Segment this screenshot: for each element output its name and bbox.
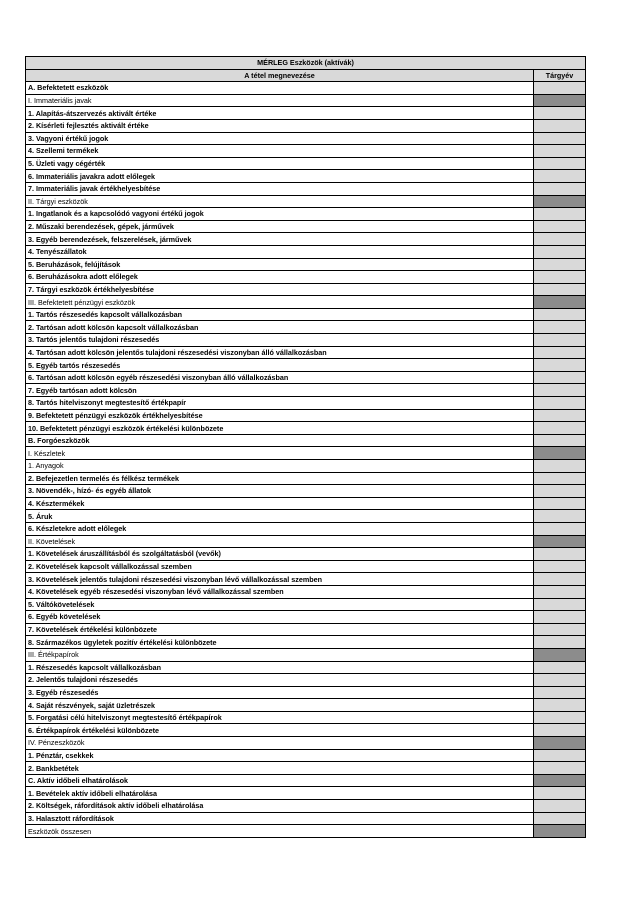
row-value-cell[interactable]	[534, 119, 586, 132]
row-label: 3. Halasztott ráfordítások	[26, 812, 534, 825]
table-row	[26, 611, 586, 624]
row-label: 4. Késztermékek	[26, 497, 534, 510]
row-value-cell[interactable]	[534, 157, 586, 170]
table-body	[26, 57, 586, 838]
table-row	[26, 749, 586, 762]
row-label: 2. Kísérleti fejlesztés aktivált értéke	[26, 119, 534, 132]
row-label: 5. Üzleti vagy cégérték	[26, 157, 534, 170]
row-value-cell[interactable]	[534, 598, 586, 611]
row-value-cell[interactable]	[534, 94, 586, 107]
row-value-cell[interactable]	[534, 195, 586, 208]
table-row	[26, 208, 586, 221]
sheet-title: MÉRLEG Eszközök (aktívák)	[26, 57, 586, 70]
row-label: 8. Tartós hitelviszonyt megtestesítő értékpapír	[26, 397, 534, 410]
row-label: 2. Tartósan adott kölcsön kapcsolt vállalkozásban	[26, 321, 534, 334]
row-value-cell[interactable]	[534, 182, 586, 195]
row-value-cell[interactable]	[534, 384, 586, 397]
row-value-cell[interactable]	[534, 699, 586, 712]
table-row	[26, 560, 586, 573]
table-row	[26, 371, 586, 384]
row-label: II. Tárgyi eszközök	[26, 195, 534, 208]
row-label: 3. Tartós jelentős tulajdoni részesedés	[26, 334, 534, 347]
column-header-row	[26, 69, 586, 82]
row-label: 6. Értékpapírok értékelési különbözete	[26, 724, 534, 737]
row-label: 1. Bevételek aktív időbeli elhatárolása	[26, 787, 534, 800]
row-value-cell[interactable]	[534, 472, 586, 485]
row-label: 2. Jelentős tulajdoni részesedés	[26, 674, 534, 687]
table-row	[26, 397, 586, 410]
row-value-cell[interactable]	[534, 346, 586, 359]
table-row	[26, 170, 586, 183]
row-label: 7. Követelések értékelési különbözete	[26, 623, 534, 636]
balance-sheet-assets-table	[25, 56, 586, 838]
table-row	[26, 245, 586, 258]
row-value-cell[interactable]	[534, 485, 586, 498]
table-row	[26, 585, 586, 598]
row-label: 3. Követelések jelentős tulajdoni részesedési viszonyban lévő vállalkozással szemben	[26, 573, 534, 586]
row-label: 2. Követelések kapcsolt vállalkozással szemben	[26, 560, 534, 573]
row-value-cell[interactable]	[534, 170, 586, 183]
table-row	[26, 233, 586, 246]
row-label: 6. Beruházásokra adott előlegek	[26, 271, 534, 284]
table-row	[26, 548, 586, 561]
table-row	[26, 460, 586, 473]
table-row	[26, 636, 586, 649]
row-label: IV. Pénzeszközök	[26, 737, 534, 750]
row-label: II. Követelések	[26, 535, 534, 548]
row-label: 4. Saját részvények, saját üzletrészek	[26, 699, 534, 712]
table-row	[26, 296, 586, 309]
table-row	[26, 334, 586, 347]
row-value-cell[interactable]	[534, 359, 586, 372]
row-label: 4. Tartósan adott kölcsön jelentős tulajdoni részesedési viszonyban álló vállalkozásban	[26, 346, 534, 359]
row-value-cell[interactable]	[534, 611, 586, 624]
row-label: 7. Tárgyi eszközök értékhelyesbítése	[26, 283, 534, 296]
row-value-cell[interactable]	[534, 774, 586, 787]
row-label: 1. Tartós részesedés kapcsolt vállalkozásban	[26, 308, 534, 321]
row-value-cell[interactable]	[534, 245, 586, 258]
row-label: 5. Váltókövetelések	[26, 598, 534, 611]
table-row	[26, 182, 586, 195]
row-label: 6. Egyéb követelések	[26, 611, 534, 624]
title-row	[26, 57, 586, 70]
table-row	[26, 674, 586, 687]
row-value-cell[interactable]	[534, 548, 586, 561]
row-value-cell[interactable]	[534, 434, 586, 447]
row-value-cell[interactable]	[534, 560, 586, 573]
table-row	[26, 447, 586, 460]
table-row	[26, 623, 586, 636]
row-label: 6. Tartósan adott kölcsön egyéb részesedési viszonyban álló vállalkozásban	[26, 371, 534, 384]
row-value-cell[interactable]	[534, 522, 586, 535]
table-row	[26, 686, 586, 699]
row-value-cell[interactable]	[534, 686, 586, 699]
row-label: 4. Tenyészállatok	[26, 245, 534, 258]
table-row	[26, 119, 586, 132]
table-row	[26, 283, 586, 296]
row-value-cell[interactable]	[534, 258, 586, 271]
table-row	[26, 774, 586, 787]
table-row	[26, 384, 586, 397]
table-row	[26, 157, 586, 170]
row-value-cell[interactable]	[534, 787, 586, 800]
row-value-cell[interactable]	[534, 762, 586, 775]
table-row	[26, 82, 586, 95]
table-row	[26, 145, 586, 158]
row-label: 2. Költségek, ráfordítások aktív időbeli elhatárolása	[26, 800, 534, 813]
table-row	[26, 661, 586, 674]
row-label: 7. Immateriális javak értékhelyesbítése	[26, 182, 534, 195]
row-value-cell[interactable]	[534, 132, 586, 145]
row-label: 1. Anyagok	[26, 460, 534, 473]
row-value-cell[interactable]	[534, 497, 586, 510]
table-row	[26, 220, 586, 233]
row-value-cell[interactable]	[534, 208, 586, 221]
row-label: 4. Szellemi termékek	[26, 145, 534, 158]
row-label: 1. Részesedés kapcsolt vállalkozásban	[26, 661, 534, 674]
table-row	[26, 422, 586, 435]
row-value-cell[interactable]	[534, 460, 586, 473]
table-row	[26, 497, 586, 510]
table-row	[26, 535, 586, 548]
row-value-cell[interactable]	[534, 233, 586, 246]
row-value-cell[interactable]	[534, 812, 586, 825]
row-label: 8. Származékos ügyletek pozitív értékelési különbözete	[26, 636, 534, 649]
table-row	[26, 787, 586, 800]
row-label: Eszközök összesen	[26, 825, 534, 838]
row-value-cell[interactable]	[534, 447, 586, 460]
row-label: 7. Egyéb tartósan adott kölcsön	[26, 384, 534, 397]
table-row	[26, 485, 586, 498]
table-row	[26, 800, 586, 813]
row-value-cell[interactable]	[534, 296, 586, 309]
row-value-cell[interactable]	[534, 661, 586, 674]
row-label: 2. Bankbetétek	[26, 762, 534, 775]
row-label: 9. Befektetett pénzügyi eszközök értékhelyesbítése	[26, 409, 534, 422]
table-row	[26, 812, 586, 825]
row-label: I. Készletek	[26, 447, 534, 460]
row-value-cell[interactable]	[534, 145, 586, 158]
table-row	[26, 346, 586, 359]
row-value-cell[interactable]	[534, 648, 586, 661]
row-value-cell[interactable]	[534, 825, 586, 838]
row-value-cell[interactable]	[534, 334, 586, 347]
row-label: 6. Immateriális javakra adott előlegek	[26, 170, 534, 183]
table-row	[26, 573, 586, 586]
row-value-cell[interactable]	[534, 674, 586, 687]
row-label: 2. Befejezetlen termelés és félkész termékek	[26, 472, 534, 485]
row-label: A. Befektetett eszközök	[26, 82, 534, 95]
row-label: 3. Vagyoni értékű jogok	[26, 132, 534, 145]
row-value-cell[interactable]	[534, 573, 586, 586]
row-value-cell[interactable]	[534, 82, 586, 95]
row-label: 1. Követelések áruszállításból és szolgáltatásból (vevők)	[26, 548, 534, 561]
table-row	[26, 434, 586, 447]
table-row	[26, 522, 586, 535]
table-row	[26, 132, 586, 145]
table-row	[26, 737, 586, 750]
row-label: 5. Egyéb tartós részesedés	[26, 359, 534, 372]
row-value-cell[interactable]	[534, 283, 586, 296]
row-label: 5. Forgatási célú hitelviszonyt megtestesítő értékpapírok	[26, 711, 534, 724]
row-value-cell[interactable]	[534, 371, 586, 384]
row-value-cell[interactable]	[534, 800, 586, 813]
row-value-cell[interactable]	[534, 535, 586, 548]
table-row	[26, 94, 586, 107]
row-label: 10. Befektetett pénzügyi eszközök értékelési különbözete	[26, 422, 534, 435]
row-label: 1. Pénztár, csekkek	[26, 749, 534, 762]
row-label: 1. Ingatlanok és a kapcsolódó vagyoni értékű jogok	[26, 208, 534, 221]
row-value-cell[interactable]	[534, 220, 586, 233]
table-row	[26, 711, 586, 724]
row-value-cell[interactable]	[534, 271, 586, 284]
row-value-cell[interactable]	[534, 711, 586, 724]
table-row	[26, 308, 586, 321]
table-row	[26, 472, 586, 485]
row-value-cell[interactable]	[534, 397, 586, 410]
table-row	[26, 107, 586, 120]
table-row	[26, 271, 586, 284]
row-value-cell[interactable]	[534, 422, 586, 435]
row-label: 3. Egyéb részesedés	[26, 686, 534, 699]
table-row	[26, 825, 586, 838]
table-row	[26, 724, 586, 737]
row-value-cell[interactable]	[534, 724, 586, 737]
row-label: 5. Áruk	[26, 510, 534, 523]
row-value-cell[interactable]	[534, 636, 586, 649]
table-row	[26, 359, 586, 372]
row-label: 6. Készletekre adott előlegek	[26, 522, 534, 535]
row-value-cell[interactable]	[534, 585, 586, 598]
row-value-cell[interactable]	[534, 308, 586, 321]
column-header-label: A tétel megnevezése	[26, 69, 534, 82]
table-row	[26, 195, 586, 208]
row-value-cell[interactable]	[534, 409, 586, 422]
row-label: 3. Egyéb berendezések, felszerelések, járművek	[26, 233, 534, 246]
table-row	[26, 762, 586, 775]
table-row	[26, 510, 586, 523]
column-header-value: Tárgyév	[534, 69, 586, 82]
table-row	[26, 409, 586, 422]
row-label: 4. Követelések egyéb részesedési viszonyban lévő vállalkozással szemben	[26, 585, 534, 598]
table-row	[26, 648, 586, 661]
row-value-cell[interactable]	[534, 623, 586, 636]
row-label: I. Immateriális javak	[26, 94, 534, 107]
row-label: III. Befektetett pénzügyi eszközök	[26, 296, 534, 309]
row-value-cell[interactable]	[534, 510, 586, 523]
row-value-cell[interactable]	[534, 737, 586, 750]
row-value-cell[interactable]	[534, 749, 586, 762]
row-label: B. Forgóeszközök	[26, 434, 534, 447]
table-row	[26, 598, 586, 611]
row-label: 5. Beruházások, felújítások	[26, 258, 534, 271]
table-row	[26, 699, 586, 712]
row-value-cell[interactable]	[534, 321, 586, 334]
row-label: 3. Növendék-, hízó- és egyéb állatok	[26, 485, 534, 498]
row-label: 1. Alapítás-átszervezés aktivált értéke	[26, 107, 534, 120]
table-row	[26, 258, 586, 271]
table-row	[26, 321, 586, 334]
row-label: 2. Műszaki berendezések, gépek, járművek	[26, 220, 534, 233]
row-value-cell[interactable]	[534, 107, 586, 120]
row-label: III. Értékpapírok	[26, 648, 534, 661]
row-label: C. Aktív időbeli elhatárolások	[26, 774, 534, 787]
